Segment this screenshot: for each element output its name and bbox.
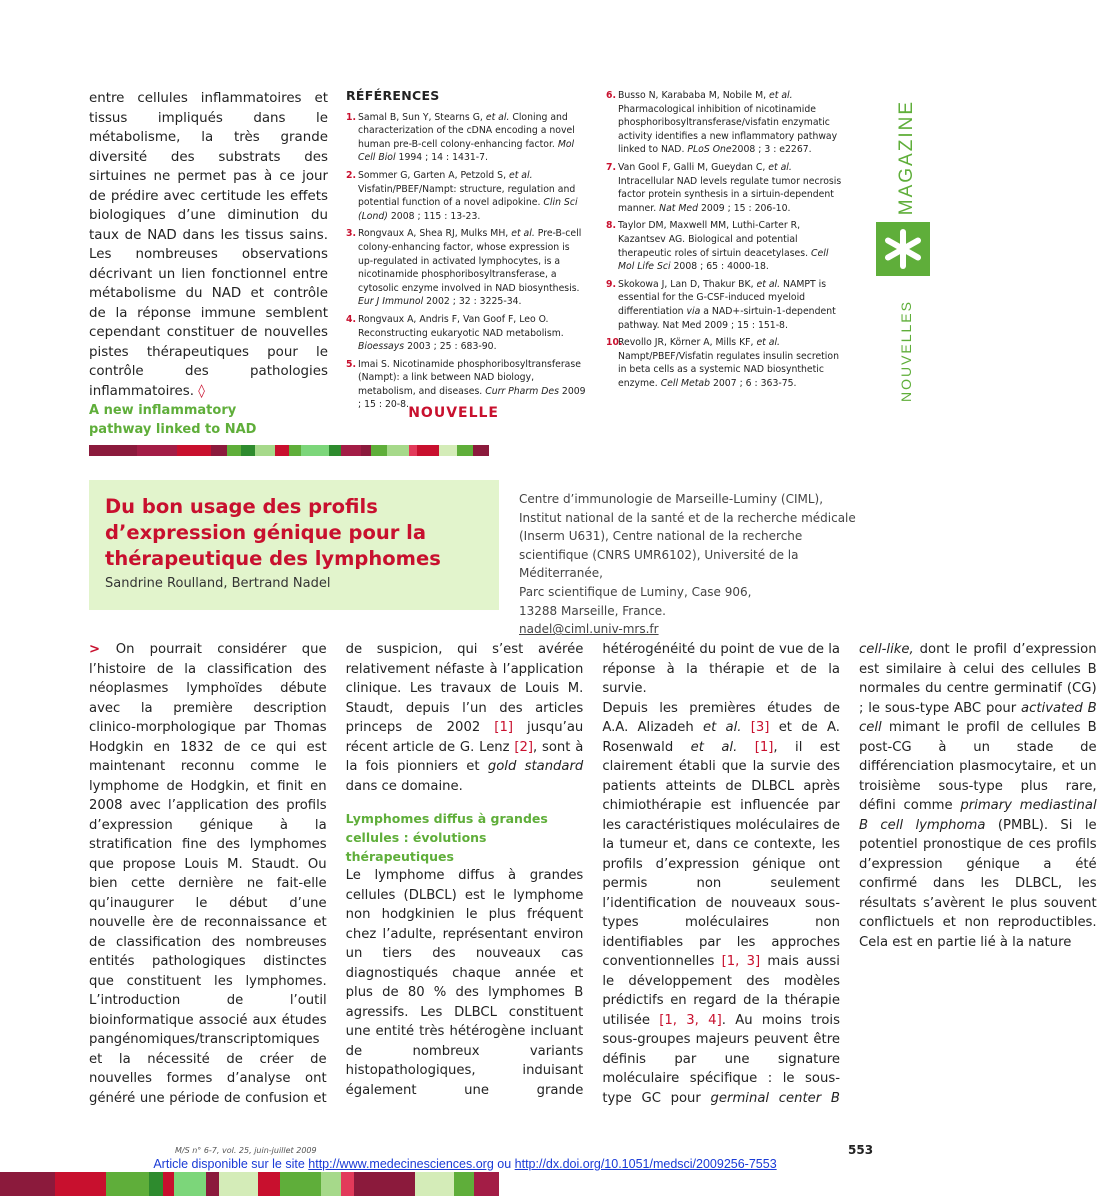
body-italic: et al. — [703, 720, 742, 735]
reference-title: NAMPT is essential for the G-CSF-induced myeloid differentiation — [618, 278, 827, 317]
reference-number: 2. — [346, 169, 357, 181]
body-text: dont le profil d’expression est similaire à celui des cellules B normales du centre germinatif (CG) ; le sous-type ABC pour — [858, 642, 1097, 716]
references-block-right — [606, 89, 842, 394]
bottom-color-stripe — [0, 1172, 930, 1196]
reference-etal: et al. — [768, 161, 792, 173]
reference-authors: Sommer G, Garten A, Petzold S, — [358, 169, 509, 181]
article-title-box — [89, 480, 499, 610]
reference-journal: PLoS One — [687, 144, 732, 156]
reference-title: Cloning and characterization of the cDNA encoding a novel human pre-B-cell colony-enhancing factor. — [358, 111, 575, 150]
reference-journal: Clin Sci (Lond) — [358, 197, 578, 222]
prev-paragraph: entre cellules inflammatoires et tissus impliqués dans le métabolisme, la très grande diversité des substrats des sirtuines ne permet pas à ce jour de prédire avec certitude les effets biologiques d’une diminution du taux de NAD dans les tissus sains. Les nombreuses observations décrivant un lien fonctionnel entre métabolisme du NAD et contrôle de la réponse immune semblent cependant constituer de nouvelles pistes thérapeutiques pour le contrôle des pathologies inflammatoires. — [89, 91, 328, 399]
reference-number: 7. — [606, 161, 617, 173]
reference-journal: Nat Med — [659, 202, 699, 214]
color-stripe — [89, 445, 499, 456]
citation-link[interactable]: [1] — [494, 720, 513, 735]
reference-tail: 2003 ; 25 : 683-90. — [404, 341, 497, 353]
citation-link[interactable]: [1, 3, 4] — [659, 1012, 722, 1028]
reference-etal: et al. — [769, 90, 793, 101]
reference-tail: 2008 ; 115 : 13-23. — [387, 210, 481, 222]
body-italic: germinal center B cell-like, — [710, 642, 914, 1106]
reference-number: 5. — [346, 358, 357, 370]
section-label: NOUVELLE — [408, 405, 499, 421]
body-text: jusqu’au récent article de G. Lenz — [345, 720, 584, 755]
reference-etal: et al. — [511, 228, 535, 240]
reference-tail: 2009 ; 15 : 206-10. — [698, 202, 791, 214]
reference-authors: Taylor DM, Maxwell MM, Luthi-Carter R, Kazantsev AG. Biological and potential therapeutic roles of sirtuin deacetylases. — [618, 220, 812, 259]
reference-item — [606, 278, 842, 332]
article-title: Du bon usage des profils d’expression génique pour la thérapeutique des lymphomes — [105, 495, 441, 570]
reference-tail: 2008 ; 3 : e2267. — [731, 144, 812, 156]
affiliation-line: Parc scientifique de Luminy, Case 906, — [519, 584, 752, 599]
start-marker-icon: > — [89, 642, 116, 657]
article-availability-line — [0, 1157, 930, 1171]
citation-link[interactable]: [1] — [754, 739, 774, 755]
reference-number: 4. — [346, 313, 357, 325]
reference-number: 9. — [606, 278, 617, 290]
reference-item — [606, 219, 842, 273]
citation-link[interactable]: [2] — [514, 739, 534, 755]
reference-tail: 2009 ; 15 : 20-8. — [358, 385, 586, 411]
body-text: mais aussi le développement des modèles prédictifs en regard de la thérapie utilisée — [602, 954, 840, 1028]
reference-authors: Van Gool F, Galli M, Gueydan C, — [618, 161, 769, 173]
body-text: Depuis les premières études de A.A. Alizadeh — [602, 700, 840, 735]
nouvelles-label: NOUVELLES — [898, 300, 914, 403]
reference-authors: Busso N, Karababa M, Nobile M, — [618, 90, 770, 101]
reference-number: 1. — [346, 111, 357, 123]
affiliation-line: 13288 Marseille, France. — [519, 603, 666, 618]
citation-link[interactable]: [1, 3] — [721, 954, 761, 969]
body-text: , sont à la fois pionniers et — [345, 739, 584, 774]
reference-title: Visfatin/PBEF/Nampt: structure, regulation and potential function of a novel adipokine. — [358, 183, 576, 209]
reference-item — [606, 89, 842, 157]
reference-journal: Bioessays — [358, 341, 405, 353]
english-title-line1: A new inflammatory — [89, 403, 237, 418]
reference-authors: Skokowa J, Lan D, Thakur BK, — [618, 278, 757, 290]
article-authors: Sandrine Roulland, Bertrand Nadel — [105, 576, 331, 591]
affiliation-line: (Inserm U631), Centre national de la recherche — [519, 529, 803, 544]
references-block-left — [346, 89, 586, 416]
body-text: dans ce domaine. — [345, 778, 463, 794]
affiliation-line: Institut national de la santé et de la recherche médicale — [519, 510, 856, 525]
reference-etal: et al. — [508, 169, 533, 181]
asterisk-icon — [876, 222, 930, 276]
page-number: 553 — [848, 1143, 874, 1157]
affiliation — [519, 490, 879, 639]
reference-authors: Rongvaux A, Shea RJ, Mulks MH, — [358, 228, 512, 240]
reference-number: 8. — [606, 220, 617, 232]
section-title: Lymphomes diffus à grandes cellules : évolutions thérapeutiques — [345, 811, 548, 864]
reference-tail: 2002 ; 32 : 3225-34. — [423, 296, 522, 308]
citation-link[interactable]: [3] — [750, 720, 770, 735]
doi-link[interactable]: http://dx.doi.org/10.1051/medsci/2009256-7553 — [514, 1157, 777, 1171]
reference-journal: Cell Metab — [660, 377, 711, 389]
body-text: et de A. Rosenwald — [602, 720, 840, 755]
reference-etal: et al. — [485, 111, 510, 123]
body-text: . Au moins trois sous-groupes majeurs peuvent être définis par une signature moléculaire spécifique : le sous-type GC pour — [602, 1012, 840, 1106]
reference-etal: et al. — [756, 337, 780, 349]
reference-number: 10. — [606, 337, 623, 349]
reference-tail: 2007 ; 6 : 363-75. — [710, 377, 797, 389]
previous-article-ending — [89, 89, 328, 439]
reference-title: Pre-B-cell colony-enhancing factor, whose expression is up-regulated in activated lymphocytes, is a nicotinamide phosphoribosyltransferase, a cytosolic enzyme involved in NAD biosynthesis. — [358, 228, 582, 294]
reference-tail: 2008 ; 65 : 4000-18. — [670, 261, 769, 273]
reference-journal: Mol Cell Biol — [358, 138, 575, 164]
body-text: , il est clairement établi que la survie des patients atteints de DLBCL après chimiothérapie est influencée par les caractéristiques moléculaires de la tumeur et, dans ce contexte, les profils d’expression génique ont permis non seulement l’identification de nouveaux sous-types moléculaires non identifiables par les approches conventionnelles — [602, 739, 840, 969]
reference-authors: Revollo JR, Körner A, Mills KF, — [618, 337, 757, 349]
sidebar-section-tab — [890, 100, 930, 403]
body-italic: gold standard — [487, 759, 584, 774]
author-email-link[interactable]: nadel@ciml.univ-mrs.fr — [519, 622, 659, 637]
reference-item — [606, 336, 842, 390]
body-paragraph: Le lymphome diffus à grandes cellules (DLBCL) est le lymphome non hodgkinien le plus fréquent chez l’adulte, représentant environ un tiers des nouveaux cas diagnostiqués chaque année et plus de 80 % des lymphomes B agressifs. Les DLBCL constituent une entité très hétérogène incluant de nombreux variants histopathologiques, induisant également une grande hétérogénéité du point de vue de la réponse à la thérapie et de la survie. — [345, 642, 840, 1098]
reference-authors: Imai S. Nicotinamide phosphoribosyltransferase (Nampt): a link between NAD biology, metabolism, and diseases. — [358, 358, 581, 397]
body-italic: et al. — [690, 739, 738, 755]
body-italic: activated B cell — [858, 700, 1097, 735]
affiliation-line: scientifique (CNRS UMR6102), Université de la Méditerranée, — [519, 547, 799, 581]
journal-issue-line: M/S n° 6-7, vol. 25, juin-juillet 2009 — [175, 1146, 317, 1155]
reference-tail: a NAD+-sirtuin-1-dependent pathway. Nat Med 2009 ; 15 : 151-8. — [618, 305, 836, 331]
reference-etal: et al. — [756, 278, 781, 290]
reference-title: Pharmacological inhibition of nicotinamide phosphoribosyltransferase/visfatin enzymatic activity identifies a new inflammatory pathway linked to NAD. — [618, 103, 838, 156]
site-link[interactable]: http://www.medecinesciences.org — [308, 1157, 494, 1171]
reference-journal: via — [686, 305, 701, 317]
body-text: mimant le profil de cellules B post-CG à un stade de différenciation plasmocytaire, et un troisième sous-type plus rare, défini comme — [858, 720, 1097, 813]
reference-number: 3. — [346, 228, 357, 240]
reference-number: 6. — [606, 90, 617, 101]
references-heading: RÉFÉRENCES — [346, 88, 440, 103]
body-text: (PMBL). Si le potentiel pronostique de ces profils d’expression génique a été confirmé dans les DLBCL, les résultats s’avèrent le plus souvent conflictuels et non reproductibles. Cela est en partie lié à la nature — [858, 817, 1097, 950]
magazine-label: MAGAZINE — [896, 100, 917, 216]
reference-item — [346, 358, 586, 412]
reference-title: Nampt/PBEF/Visfatin regulates insulin secretion in beta cells as a systemic NAD biosynthetic enzyme. — [618, 350, 839, 389]
reference-item — [606, 161, 842, 215]
reference-item — [346, 313, 586, 354]
reference-authors: Rongvaux A, Andris F, Van Goof F, Leo O. Reconstructing eukaryotic NAD metabolism. — [358, 313, 564, 339]
reference-item — [346, 227, 586, 309]
reference-item — [346, 111, 586, 165]
reference-journal: Cell Mol Life Sci — [618, 247, 829, 273]
end-diamond-icon: ◊ — [198, 383, 205, 399]
reference-tail: 1994 ; 14 : 1431-7. — [395, 152, 488, 164]
reference-authors: Samal B, Sun Y, Stearns G, — [358, 111, 486, 123]
english-title-line2: pathway linked to NAD — [89, 422, 257, 437]
reference-journal: Curr Pharm Des — [485, 385, 559, 397]
reference-title: Intracellular NAD levels regulate tumor necrosis factor protein synthesis in a sirtuin-dependent manner. — [618, 175, 842, 214]
affiliation-line: Centre d’immunologie de Marseille-Luminy (CIML), — [519, 492, 824, 506]
body-italic: primary mediastinal B cell lymphoma — [858, 798, 1097, 833]
article-body — [89, 640, 1097, 1118]
link-prefix: Article disponible sur le site — [153, 1157, 309, 1171]
body-text: On pourrait considérer que l’histoire de la classification des néoplasmes lymphoïdes débute avec la première description clinico-morphologique par Thomas Hodgkin en 1832 de ce qui est maintenant reconnu comme le lymphome de Hodgkin, et finit en 2008 avec l’application des profils d’expression génique à la stratification fine des lymphomes que propose Louis M. Staudt. Ou bien cette dernière ne fait-elle qu’inaugurer le début d’une nouvelle ère de reconnaissance et de classification des nombreuses entités pathologiques distinctes que constituent les lymphomes. L’introduction de l’outil bioinformatique associé aux études pangénomiques/transcriptomiques et la nécessité de créer de nouvelles formes d’analyse ont généré une période de confusion et de suspicion, qui s’est avérée relativement néfaste à l’application clinique. Les travaux de Louis M. Staudt, depuis l’un des articles princeps de 2002 — [89, 642, 584, 1106]
link-mid: ou — [493, 1157, 515, 1171]
reference-journal: Eur J Immunol — [358, 296, 424, 308]
reference-item — [346, 169, 586, 223]
